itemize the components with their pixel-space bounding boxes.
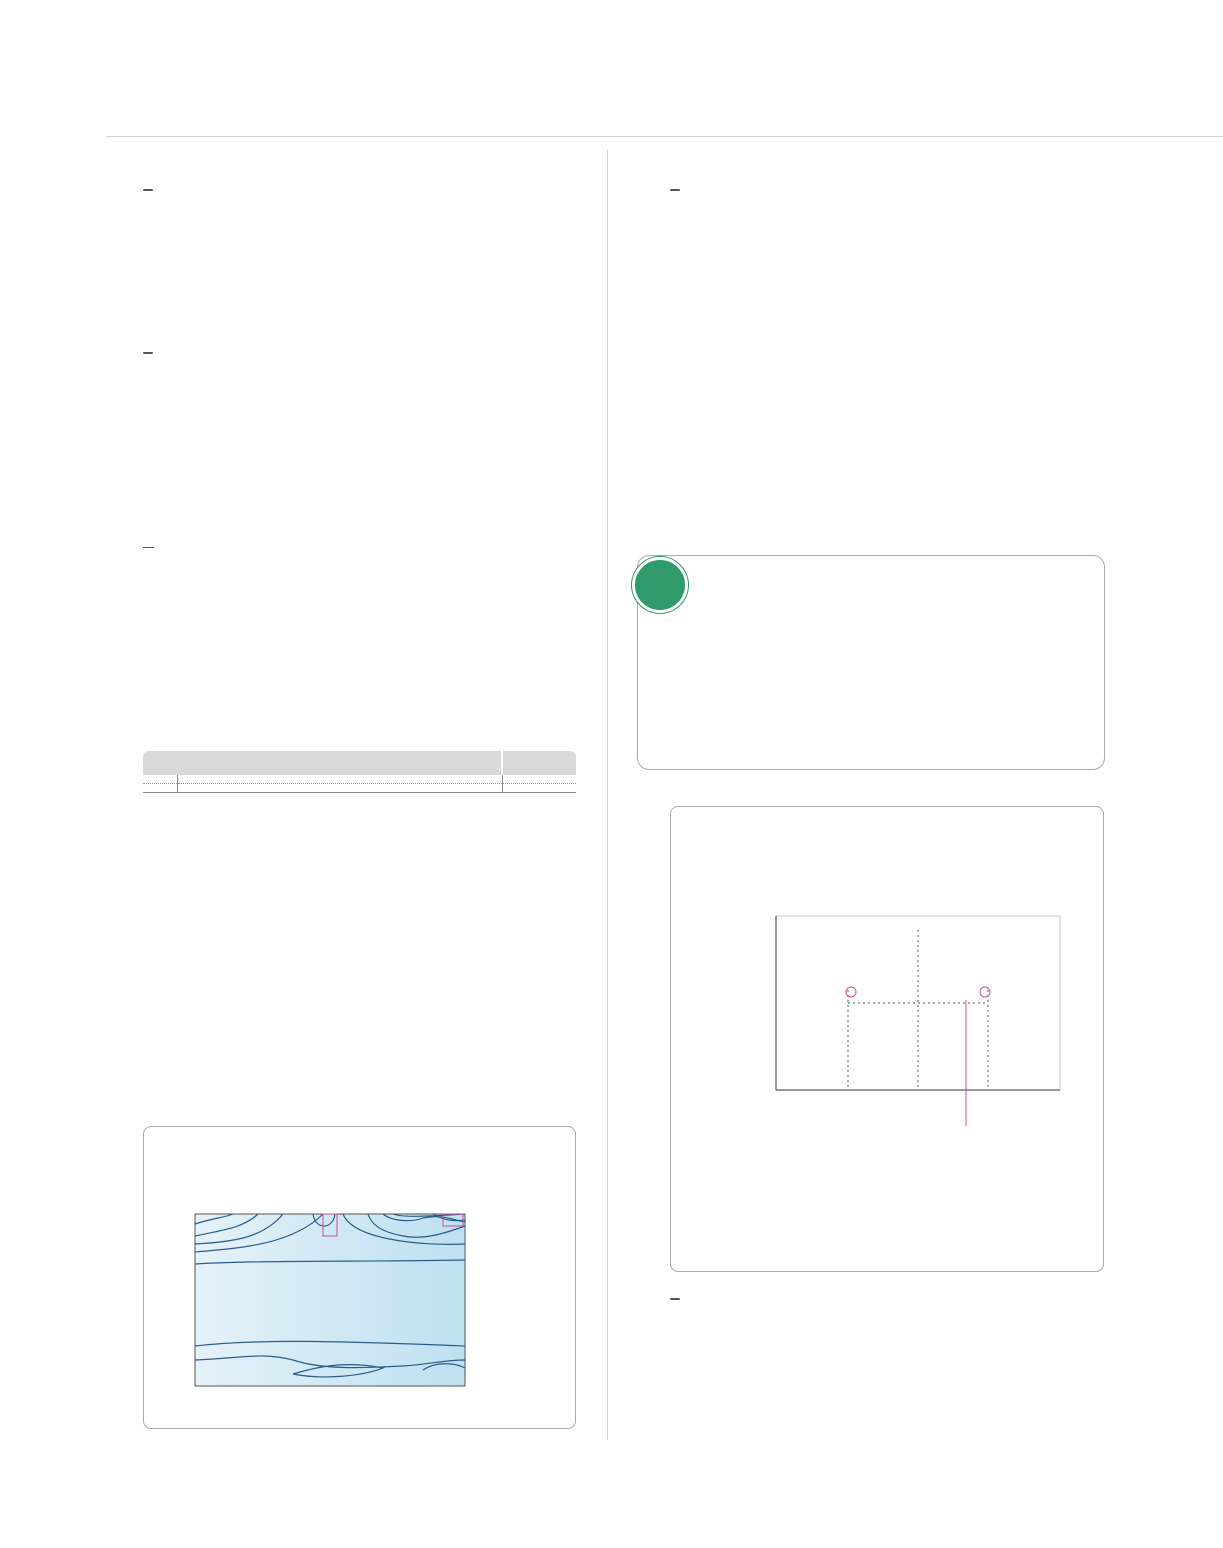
top-rule	[106, 136, 1223, 137]
textbook-badge	[632, 557, 688, 613]
q02-text	[143, 335, 577, 366]
page-footer	[107, 1468, 117, 1496]
right-top-text	[670, 172, 1106, 203]
table-header	[502, 751, 576, 775]
baro-tag	[143, 189, 153, 191]
left-intro	[143, 172, 577, 203]
column-divider	[607, 150, 608, 1440]
scoring-table	[143, 751, 576, 793]
table-row	[143, 775, 576, 784]
energy-chart	[670, 900, 1104, 1160]
baro-tag	[670, 189, 680, 191]
q03-text	[143, 529, 577, 560]
table-row	[143, 784, 576, 793]
baro-tag	[143, 352, 153, 354]
q01-text	[670, 1281, 1106, 1312]
model-answer-tag	[143, 547, 154, 548]
contour-chart	[143, 1200, 576, 1420]
baro-tag	[670, 1298, 680, 1300]
table-header	[143, 751, 502, 775]
answer-panel	[637, 555, 1105, 770]
